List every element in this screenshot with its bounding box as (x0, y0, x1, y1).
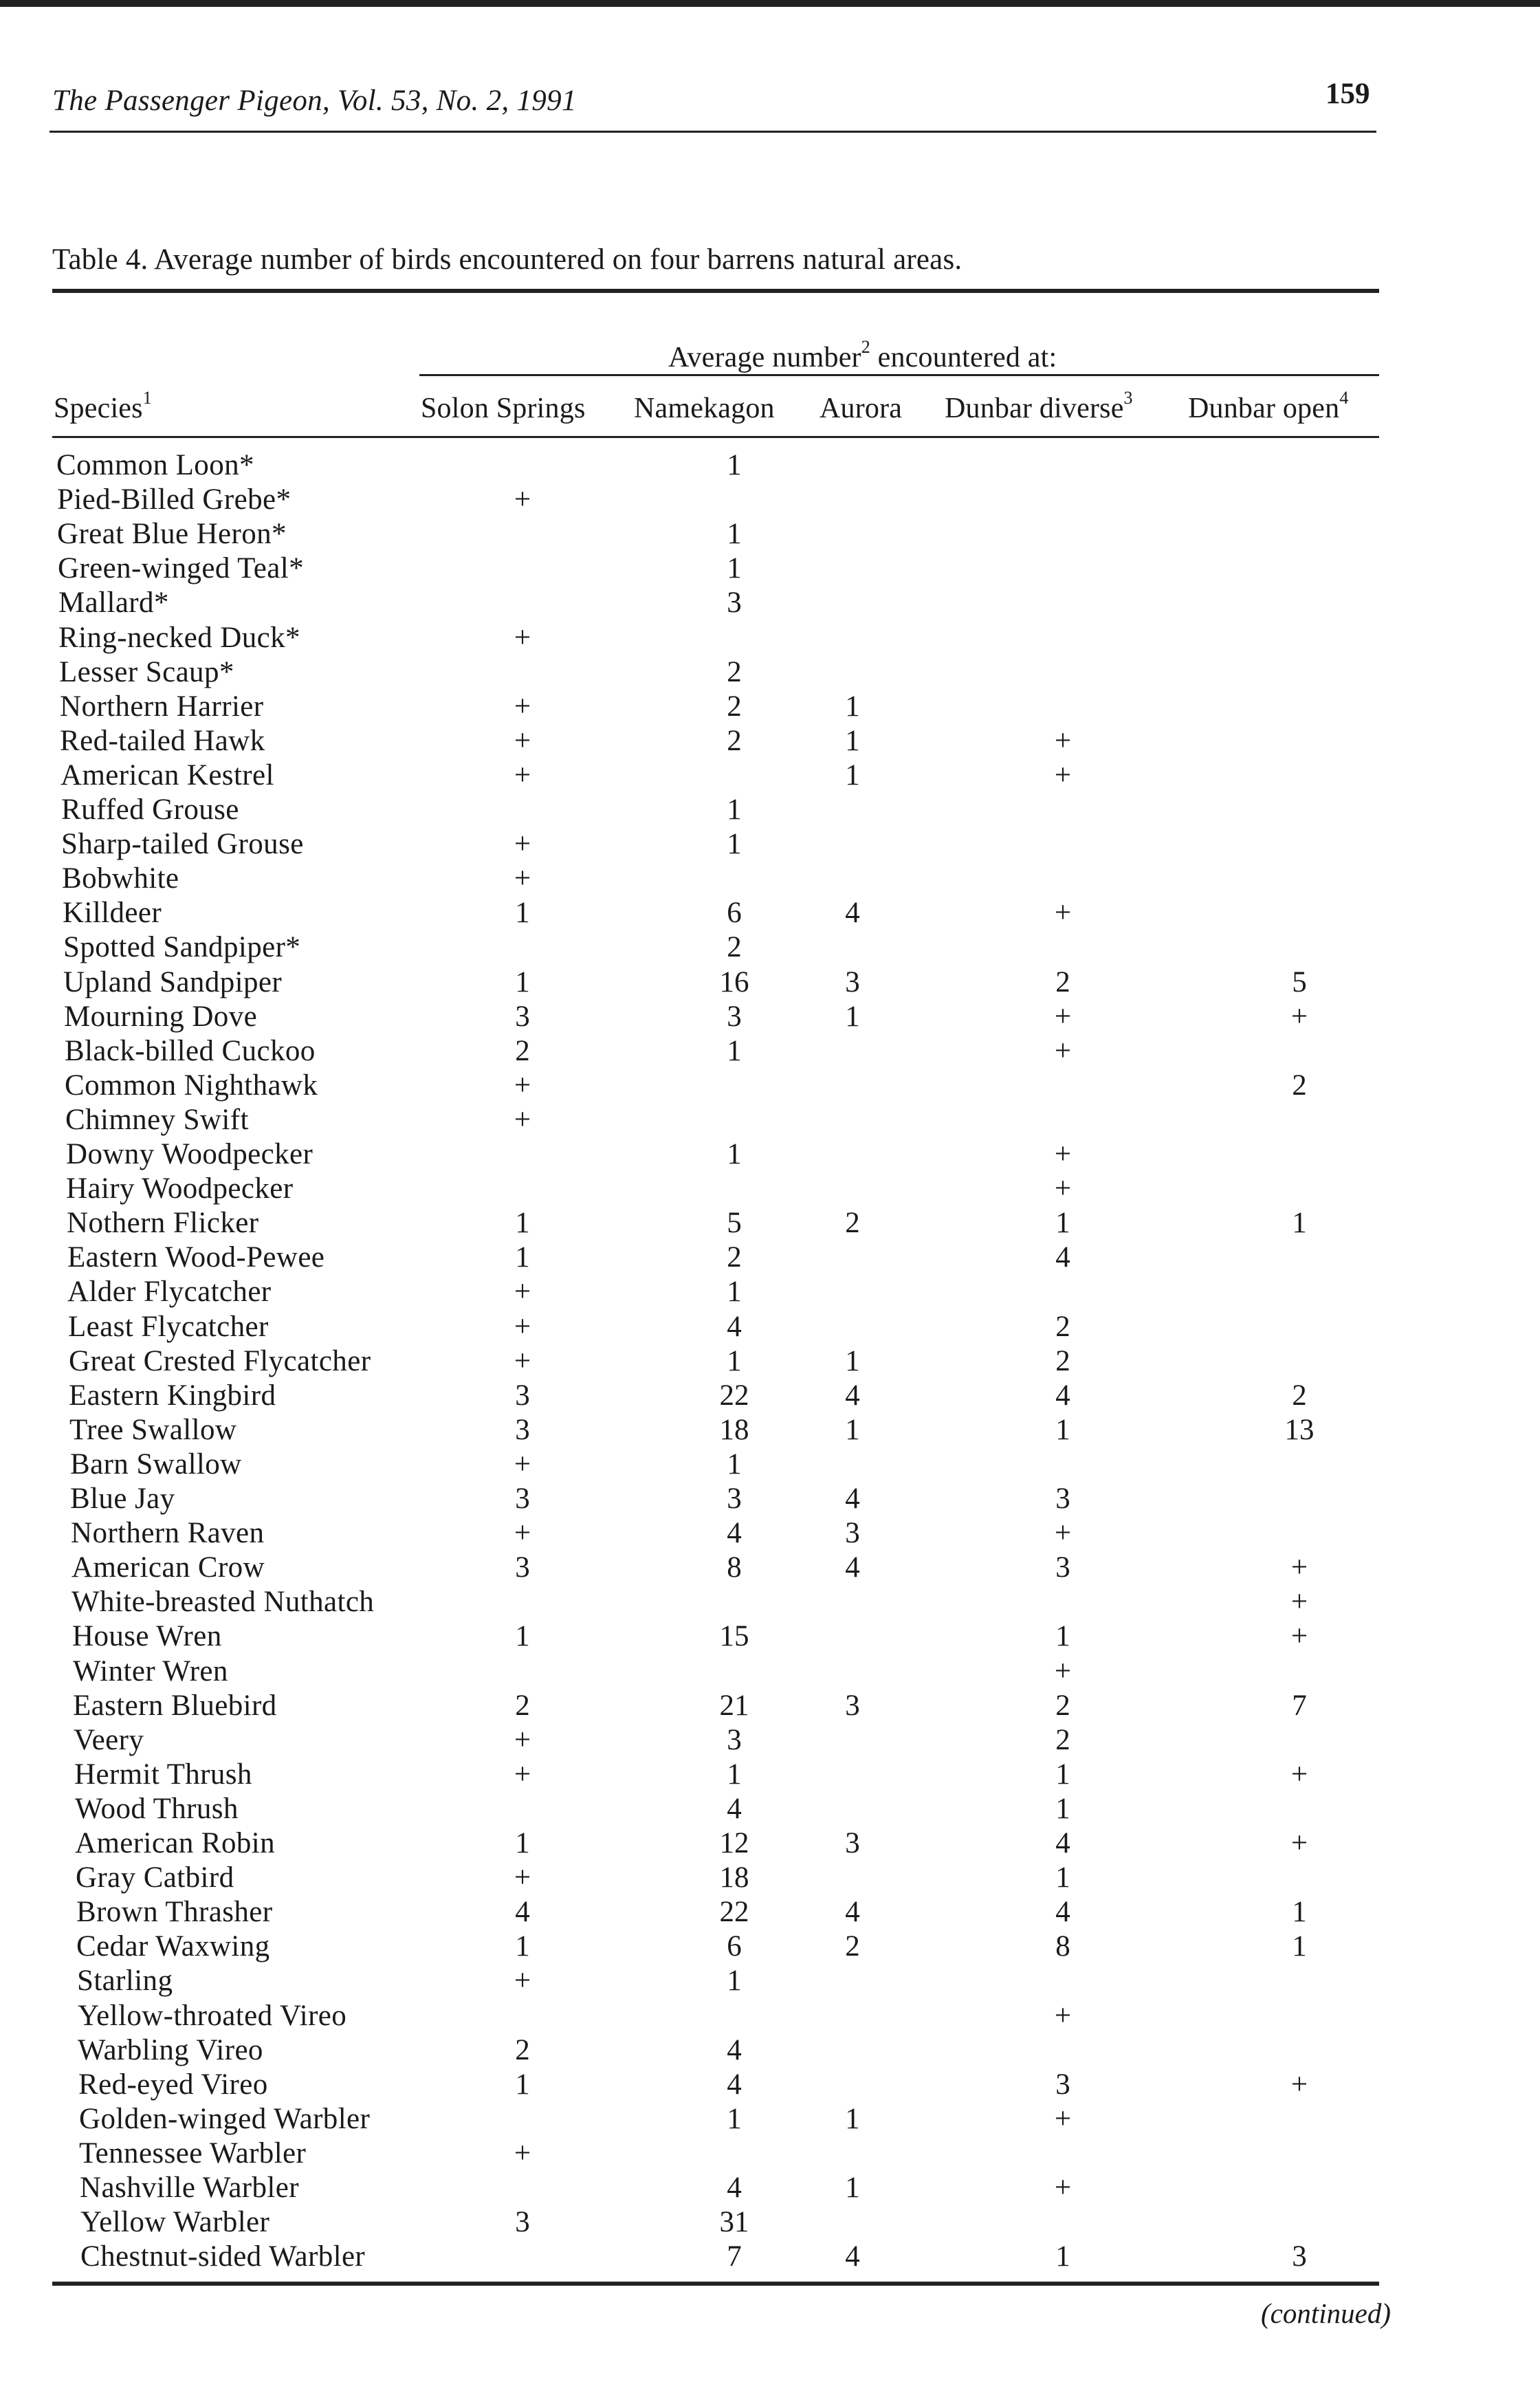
cell-namekagon: 15 (719, 1620, 749, 1652)
cell-dunbar-diverse: + (1054, 1655, 1072, 1687)
cell-dunbar-diverse: 1 (1055, 2240, 1070, 2273)
cell-aurora: 3 (845, 1827, 860, 1859)
table-row (0, 2240, 1540, 2274)
species-name: Veery (74, 1724, 144, 1756)
cell-namekagon: 6 (727, 1930, 742, 1963)
cell-namekagon: 16 (719, 966, 749, 998)
column-header-dunbar-diverse: Dunbar diverse$^3$ (945, 388, 1133, 424)
cell-namekagon: 21 (719, 1690, 749, 1722)
species-name: Alder Flycatcher (67, 1276, 272, 1308)
cell-dunbar-open: + (1290, 1620, 1308, 1652)
cell-namekagon: 3 (727, 1724, 742, 1756)
species-name: Yellow Warbler (80, 2206, 270, 2238)
table-row (0, 827, 1540, 862)
cell-dunbar-diverse: + (1054, 2172, 1072, 2204)
table-row (0, 621, 1540, 655)
species-name: Gray Catbird (76, 1861, 234, 1894)
cell-dunbar-open: 3 (1292, 2240, 1307, 2273)
table-row (0, 930, 1540, 965)
cell-namekagon: 22 (719, 1896, 749, 1928)
table-row (0, 2137, 1540, 2171)
species-name: Green-winged Teal* (58, 552, 305, 584)
cell-solon-springs: 1 (515, 2068, 530, 2101)
table-row (0, 1792, 1540, 1826)
table-row (0, 862, 1540, 896)
table-row (0, 1482, 1540, 1516)
table-row (0, 793, 1540, 827)
species-name: Pied-Billed Grebe* (57, 483, 292, 516)
table-row (0, 2205, 1540, 2240)
cell-namekagon: 4 (727, 2068, 742, 2101)
cell-dunbar-open: 13 (1284, 1414, 1314, 1446)
cell-solon-springs: + (514, 690, 531, 723)
cell-solon-springs: + (514, 1345, 531, 1377)
cell-aurora: 1 (845, 690, 860, 723)
cell-solon-springs: + (514, 725, 531, 757)
cell-solon-springs: + (514, 1448, 531, 1480)
cell-solon-springs: + (514, 1276, 531, 1308)
species-name: Cedar Waxwing (76, 1930, 270, 1963)
cell-dunbar-diverse: + (1054, 897, 1072, 929)
cell-solon-springs: + (514, 483, 531, 516)
table-row (0, 896, 1540, 930)
cell-solon-springs: + (514, 622, 531, 654)
species-name: Mallard* (58, 587, 169, 619)
column-header-dunbar-open: Dunbar open$^4$ (1188, 388, 1349, 424)
species-name: White-breasted Nuthatch (72, 1586, 375, 1618)
cell-dunbar-open: + (1290, 1586, 1308, 1618)
table-row (0, 1172, 1540, 1206)
cell-namekagon: 1 (727, 1965, 742, 1997)
cell-namekagon: 3 (727, 1001, 742, 1033)
cell-dunbar-diverse: 2 (1055, 1724, 1070, 1756)
species-name: Great Blue Heron* (57, 518, 287, 550)
table-row (0, 1137, 1540, 1172)
species-name: Wood Thrush (75, 1793, 239, 1825)
cell-aurora: 1 (845, 2103, 860, 2135)
species-name: Brown Thrasher (76, 1896, 273, 1928)
species-name: Northern Raven (71, 1517, 265, 1549)
table-row (0, 1000, 1540, 1034)
cell-aurora: 1 (845, 2172, 860, 2204)
cell-dunbar-open: 2 (1292, 1069, 1307, 1102)
cell-dunbar-diverse: 3 (1055, 2068, 1070, 2101)
cell-dunbar-open: 2 (1292, 1379, 1307, 1412)
table-row (0, 1619, 1540, 1654)
column-header-solon-springs: Solon Springs (421, 393, 586, 424)
cell-namekagon: 4 (727, 2172, 742, 2204)
cell-dunbar-open: + (1290, 1551, 1308, 1584)
cell-dunbar-diverse: 1 (1055, 1793, 1070, 1825)
cell-dunbar-open: 1 (1292, 1207, 1307, 1239)
cell-solon-springs: 1 (515, 1241, 530, 1274)
species-name: Black-billed Cuckoo (65, 1035, 316, 1067)
cell-namekagon: 12 (719, 1827, 749, 1859)
cell-namekagon: 3 (727, 1483, 742, 1515)
cell-aurora: 1 (845, 725, 860, 757)
cell-dunbar-diverse: 2 (1055, 1311, 1070, 1343)
cell-solon-springs: 3 (515, 2206, 530, 2238)
cell-namekagon: 1 (727, 1138, 742, 1170)
species-name: Downy Woodpecker (66, 1138, 314, 1170)
species-name: Sharp-tailed Grouse (61, 828, 304, 860)
cell-dunbar-diverse: 4 (1055, 1827, 1070, 1859)
table-row (0, 1585, 1540, 1619)
species-name: Warbling Vireo (78, 2034, 263, 2066)
cell-aurora: 3 (845, 966, 860, 998)
cell-solon-springs: 1 (515, 1930, 530, 1963)
cell-solon-springs: + (514, 2137, 531, 2170)
column-header-namekagon: Namekagon (634, 393, 775, 424)
cell-namekagon: 1 (727, 552, 742, 584)
cell-aurora: 3 (845, 1690, 860, 1722)
cell-solon-springs: 2 (515, 1690, 530, 1722)
cell-dunbar-diverse: 2 (1055, 1345, 1070, 1377)
species-name: Chimney Swift (65, 1104, 249, 1136)
species-name: Red-eyed Vireo (78, 2068, 268, 2101)
column-header-species: Species$^1$ (54, 388, 152, 424)
continued-note: (continued) (1261, 2297, 1391, 2329)
cell-dunbar-diverse: 1 (1055, 1620, 1070, 1652)
table-row (0, 1516, 1540, 1551)
cell-aurora: 4 (845, 897, 860, 929)
table-row (0, 483, 1540, 517)
cell-solon-springs: + (514, 1069, 531, 1102)
species-name: Nashville Warbler (80, 2172, 299, 2204)
table-row (0, 1895, 1540, 1930)
cell-solon-springs: 3 (515, 1001, 530, 1033)
cell-namekagon: 2 (727, 656, 742, 688)
journal-header: The Passenger Pigeon, Vol. 53, No. 2, 1991 (52, 85, 577, 117)
species-name: American Crow (72, 1551, 265, 1584)
table-row (0, 1103, 1540, 1137)
species-name: Blue Jay (70, 1483, 175, 1515)
species-name: House Wren (72, 1620, 222, 1652)
table-row (0, 2033, 1540, 2068)
cell-dunbar-diverse: 8 (1055, 1930, 1070, 1963)
cell-dunbar-diverse: + (1054, 1001, 1072, 1033)
cell-dunbar-open: 5 (1292, 966, 1307, 998)
cell-dunbar-open: 7 (1292, 1690, 1307, 1722)
cell-namekagon: 8 (727, 1551, 742, 1584)
species-name: Eastern Kingbird (69, 1379, 276, 1412)
table-row (0, 1241, 1540, 1275)
cell-namekagon: 1 (727, 1035, 742, 1067)
cell-aurora: 3 (845, 1517, 860, 1549)
cell-solon-springs: + (514, 759, 531, 791)
species-name: Common Nighthawk (65, 1069, 318, 1102)
page-number: 159 (1326, 78, 1370, 110)
species-name: Tree Swallow (69, 1414, 237, 1446)
cell-dunbar-diverse: 3 (1055, 1551, 1070, 1584)
cell-dunbar-diverse: 2 (1055, 1690, 1070, 1722)
table-row (0, 1069, 1540, 1103)
species-name: Ring-necked Duck* (58, 622, 300, 654)
cell-solon-springs: + (514, 1517, 531, 1549)
cell-namekagon: 1 (727, 518, 742, 550)
species-name: Starling (77, 1965, 173, 1997)
cell-solon-springs: + (514, 1861, 531, 1894)
cell-solon-springs: 3 (515, 1414, 530, 1446)
cell-namekagon: 1 (727, 828, 742, 860)
species-name: Killdeer (63, 897, 162, 929)
species-name: Tennessee Warbler (79, 2137, 307, 2170)
species-name: Nothern Flicker (67, 1207, 259, 1239)
table-row (0, 1413, 1540, 1447)
species-name: Least Flycatcher (68, 1311, 269, 1343)
cell-solon-springs: + (514, 1104, 531, 1136)
cell-dunbar-diverse: + (1054, 1517, 1072, 1549)
species-name: Spotted Sandpiper* (63, 931, 301, 963)
species-name: Hermit Thrush (74, 1758, 252, 1791)
table-row (0, 1206, 1540, 1241)
cell-namekagon: 4 (727, 2034, 742, 2066)
cell-solon-springs: + (514, 1758, 531, 1791)
table-row (0, 1723, 1540, 1758)
cell-namekagon: 1 (727, 1758, 742, 1791)
cell-dunbar-diverse: 4 (1055, 1896, 1070, 1928)
cell-namekagon: 4 (727, 1517, 742, 1549)
species-name: Golden-winged Warbler (79, 2103, 371, 2135)
table-row (0, 1999, 1540, 2033)
cell-namekagon: 3 (727, 587, 742, 619)
species-name: Northern Harrier (60, 690, 264, 723)
table-row (0, 2068, 1540, 2102)
cell-namekagon: 1 (727, 1276, 742, 1308)
species-name: Eastern Bluebird (73, 1690, 277, 1722)
cell-aurora: 4 (845, 1896, 860, 1928)
cell-namekagon: 18 (719, 1414, 749, 1446)
cell-solon-springs: 3 (515, 1379, 530, 1412)
table-row (0, 1654, 1540, 1689)
species-name: American Kestrel (60, 759, 274, 791)
cell-solon-springs: 3 (515, 1551, 530, 1584)
table-row (0, 1930, 1540, 1964)
table-row (0, 1275, 1540, 1309)
cell-aurora: 1 (845, 1345, 860, 1377)
table-row (0, 1826, 1540, 1861)
cell-solon-springs: 1 (515, 1207, 530, 1239)
species-name: Ruffed Grouse (61, 794, 239, 826)
cell-namekagon: 1 (727, 1345, 742, 1377)
table-row (0, 655, 1540, 690)
cell-namekagon: 2 (727, 1241, 742, 1274)
cell-namekagon: 7 (727, 2240, 742, 2273)
cell-solon-springs: 1 (515, 1620, 530, 1652)
cell-solon-springs: + (514, 828, 531, 860)
table-row (0, 965, 1540, 1000)
cell-dunbar-open: 1 (1292, 1930, 1307, 1963)
cell-dunbar-open: + (1290, 2068, 1308, 2101)
cell-dunbar-diverse: 4 (1055, 1379, 1070, 1412)
table-row (0, 1758, 1540, 1792)
cell-solon-springs: 3 (515, 1483, 530, 1515)
cell-solon-springs: + (514, 1724, 531, 1756)
cell-dunbar-diverse: + (1054, 2000, 1072, 2032)
table-row (0, 1310, 1540, 1344)
cell-aurora: 2 (845, 1930, 860, 1963)
cell-namekagon: 1 (727, 1448, 742, 1480)
species-name: Eastern Wood-Pewee (67, 1241, 325, 1274)
cell-namekagon: 1 (727, 449, 742, 481)
cell-dunbar-diverse: + (1054, 1172, 1072, 1205)
cell-namekagon: 2 (727, 931, 742, 963)
cell-namekagon: 5 (727, 1207, 742, 1239)
table-row (0, 758, 1540, 793)
cell-solon-springs: + (514, 1311, 531, 1343)
cell-namekagon: 1 (727, 2103, 742, 2135)
table-row (0, 2171, 1540, 2205)
cell-solon-springs: 2 (515, 2034, 530, 2066)
cell-namekagon: 1 (727, 794, 742, 826)
cell-namekagon: 18 (719, 1861, 749, 1894)
species-name: Bobwhite (62, 862, 179, 895)
cell-dunbar-diverse: 1 (1055, 1758, 1070, 1791)
cell-aurora: 1 (845, 759, 860, 791)
cell-aurora: 1 (845, 1414, 860, 1446)
cell-dunbar-open: + (1290, 1001, 1308, 1033)
species-name: Upland Sandpiper (63, 966, 283, 998)
cell-dunbar-diverse: 1 (1055, 1861, 1070, 1894)
table-row (0, 2102, 1540, 2137)
species-name: Lesser Scaup* (59, 656, 234, 688)
cell-namekagon: 2 (727, 725, 742, 757)
table-row (0, 551, 1540, 586)
table-row (0, 1034, 1540, 1069)
table-bottom-rule (52, 2282, 1379, 2286)
table-row (0, 1551, 1540, 1585)
table-row (0, 517, 1540, 551)
species-name: Yellow-throated Vireo (78, 2000, 347, 2032)
species-name: Red-tailed Hawk (60, 725, 265, 757)
cell-solon-springs: + (514, 1965, 531, 1997)
cell-aurora: 4 (845, 1483, 860, 1515)
cell-solon-springs: 1 (515, 897, 530, 929)
species-name: Chestnut-sided Warbler (80, 2240, 366, 2273)
table-row (0, 690, 1540, 724)
table-row (0, 724, 1540, 758)
species-name: Mourning Dove (64, 1001, 258, 1033)
cell-aurora: 1 (845, 1001, 860, 1033)
cell-solon-springs: + (514, 862, 531, 895)
cell-dunbar-open: + (1290, 1758, 1308, 1791)
cell-dunbar-open: + (1290, 1827, 1308, 1859)
spanner-heading: Average number$^2$ encountered at: (668, 337, 1057, 373)
cell-namekagon: 2 (727, 690, 742, 723)
cell-dunbar-diverse: 4 (1055, 1241, 1070, 1274)
column-header-aurora: Aurora (820, 393, 903, 424)
cell-dunbar-open: 1 (1292, 1896, 1307, 1928)
cell-dunbar-diverse: 2 (1055, 966, 1070, 998)
cell-dunbar-diverse: + (1054, 1138, 1072, 1170)
species-name: Common Loon* (56, 449, 254, 481)
table-row (0, 1447, 1540, 1482)
cell-solon-springs: 1 (515, 966, 530, 998)
species-name: Winter Wren (73, 1655, 228, 1687)
cell-dunbar-diverse: + (1054, 725, 1072, 757)
species-name: Barn Swallow (70, 1448, 242, 1480)
table-caption: Table 4. Average number of birds encountered on four barrens natural areas. (52, 243, 962, 276)
cell-aurora: 4 (845, 1551, 860, 1584)
species-name: American Robin (75, 1827, 275, 1859)
table-row (0, 1964, 1540, 1998)
table-row (0, 586, 1540, 620)
table-row (0, 1379, 1540, 1413)
cell-dunbar-diverse: + (1054, 1035, 1072, 1067)
cell-namekagon: 4 (727, 1793, 742, 1825)
cell-solon-springs: 1 (515, 1827, 530, 1859)
cell-aurora: 2 (845, 1207, 860, 1239)
cell-dunbar-diverse: 1 (1055, 1207, 1070, 1239)
species-name: Hairy Woodpecker (66, 1172, 294, 1205)
cell-dunbar-diverse: + (1054, 2103, 1072, 2135)
table-row (0, 1689, 1540, 1723)
species-name: Great Crested Flycatcher (69, 1345, 371, 1377)
cell-namekagon: 31 (719, 2206, 749, 2238)
cell-aurora: 4 (845, 1379, 860, 1412)
cell-dunbar-diverse: + (1054, 759, 1072, 791)
cell-namekagon: 6 (727, 897, 742, 929)
cell-namekagon: 22 (719, 1379, 749, 1412)
table-row (0, 448, 1540, 483)
table-row (0, 1861, 1540, 1895)
cell-dunbar-diverse: 3 (1055, 1483, 1070, 1515)
cell-solon-springs: 4 (515, 1896, 530, 1928)
cell-aurora: 4 (845, 2240, 860, 2273)
cell-solon-springs: 2 (515, 1035, 530, 1067)
table-row (0, 1344, 1540, 1379)
cell-dunbar-diverse: 1 (1055, 1414, 1070, 1446)
cell-namekagon: 4 (727, 1311, 742, 1343)
